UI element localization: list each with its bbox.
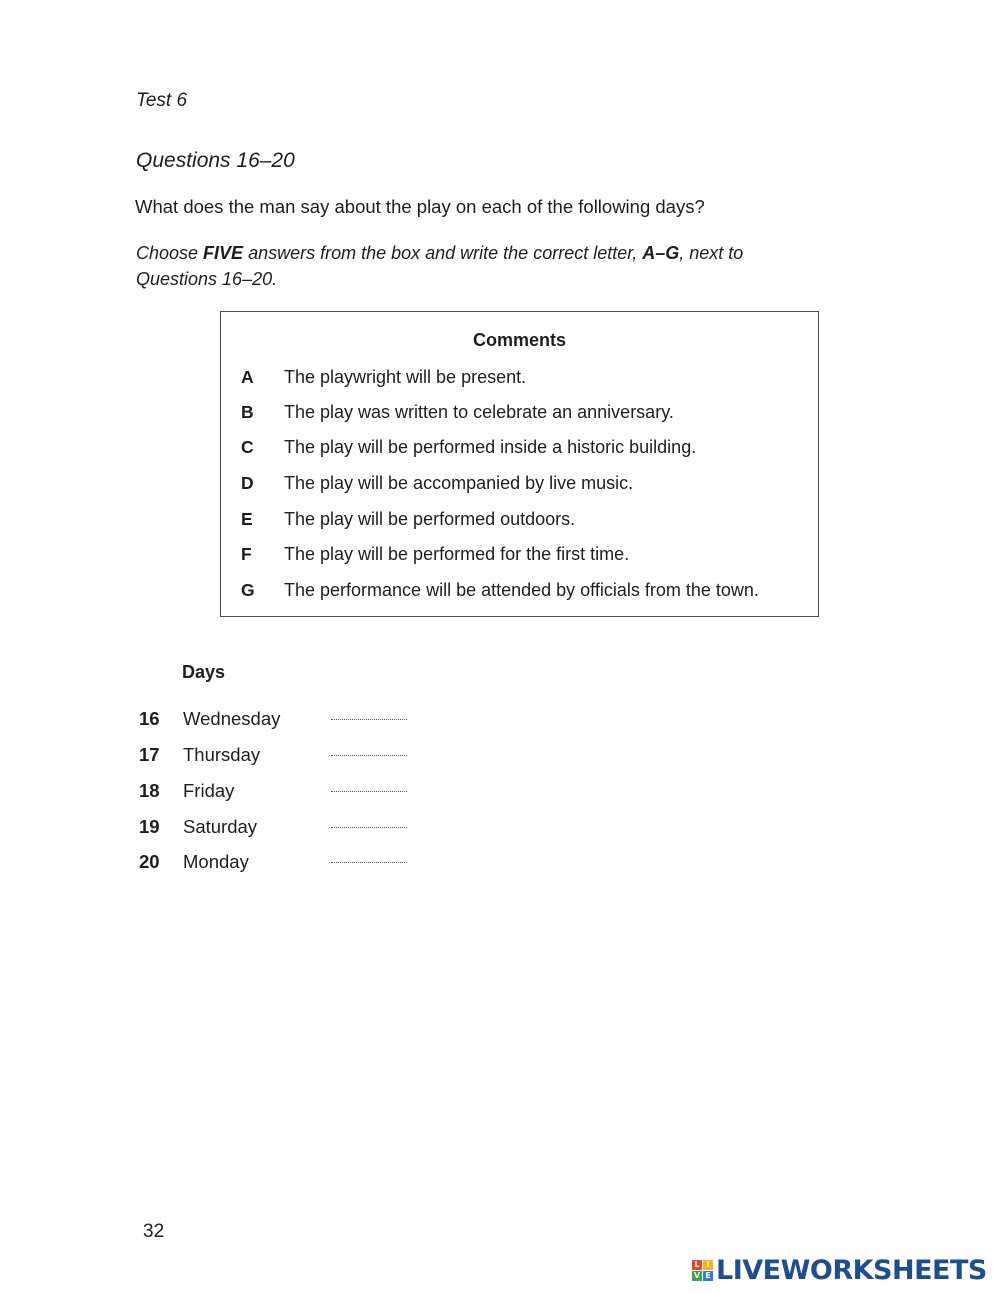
comment-text: The play will be performed for the first time. (284, 544, 630, 564)
day-label: Saturday (183, 816, 258, 837)
logo-cell: I (703, 1260, 713, 1270)
page-number: 32 (143, 1221, 165, 1242)
comment-option-c (241, 437, 696, 463)
instructions (136, 240, 836, 292)
question-number: 20 (139, 851, 160, 872)
comment-text: The play will be performed inside a historic building. (284, 437, 697, 457)
liveworksheets-watermark (692, 1253, 987, 1287)
instructions-bold-range: A–G (642, 243, 680, 263)
logo-cell: L (692, 1260, 702, 1270)
answer-blank-19[interactable] (331, 825, 407, 828)
comment-text: The play will be accompanied by live music. (284, 473, 634, 493)
comment-text: The playwright will be present. (284, 367, 527, 387)
comment-option-a (241, 367, 526, 393)
question-number: 16 (139, 708, 160, 729)
comment-letter: F (241, 544, 252, 564)
comment-text: The play was written to celebrate an anniversary. (284, 402, 674, 422)
comment-letter: B (241, 402, 254, 422)
answer-blank-16[interactable] (331, 717, 407, 720)
day-label: Monday (183, 851, 249, 872)
comment-text: The play will be performed outdoors. (284, 509, 576, 529)
comment-option-e (241, 509, 575, 535)
logo-cell: V (693, 1271, 701, 1280)
comment-letter: A (241, 367, 254, 387)
day-row-18 (139, 780, 407, 806)
comment-option-b (241, 402, 674, 428)
day-row-16 (139, 708, 407, 734)
comment-letter: E (241, 509, 253, 529)
day-row-20 (139, 851, 407, 877)
comments-title: Comments (472, 330, 566, 350)
liveworksheets-logo-icon (692, 1260, 713, 1281)
day-label: Wednesday (183, 708, 281, 729)
question-prompt: What does the man say about the play on each of the following days? (135, 196, 705, 217)
comment-option-g (241, 580, 759, 606)
instructions-part3: , next to (679, 243, 744, 263)
comment-letter: G (241, 580, 255, 600)
instructions-part1: Choose (136, 243, 204, 263)
comment-letter: C (241, 437, 254, 457)
day-label: Thursday (183, 744, 261, 765)
logo-cell: E (703, 1271, 713, 1281)
answer-blank-17[interactable] (331, 753, 407, 756)
comment-option-f (241, 544, 629, 570)
watermark-text: LIVEWORKSHEETS (716, 1254, 987, 1286)
comment-option-d (241, 473, 633, 499)
instructions-part2: answers from the box and write the correct letter, (243, 243, 643, 263)
comments-box (220, 311, 819, 617)
answer-blank-18[interactable] (331, 789, 407, 792)
days-heading: Days (182, 662, 226, 682)
day-row-17 (139, 744, 407, 770)
question-number: 19 (139, 816, 160, 837)
comment-text: The performance will be attended by officials from the town. (284, 580, 759, 600)
instructions-line2: Questions 16–20. (136, 269, 278, 289)
day-row-19 (139, 816, 407, 842)
questions-title: Questions 16–20 (136, 149, 295, 172)
test-label: Test 6 (136, 90, 188, 111)
question-number: 17 (139, 744, 160, 765)
day-label: Friday (183, 780, 235, 801)
question-number: 18 (139, 780, 160, 801)
answer-blank-20[interactable] (331, 860, 407, 863)
instructions-bold-five: FIVE (203, 243, 244, 263)
comment-letter: D (241, 473, 254, 493)
